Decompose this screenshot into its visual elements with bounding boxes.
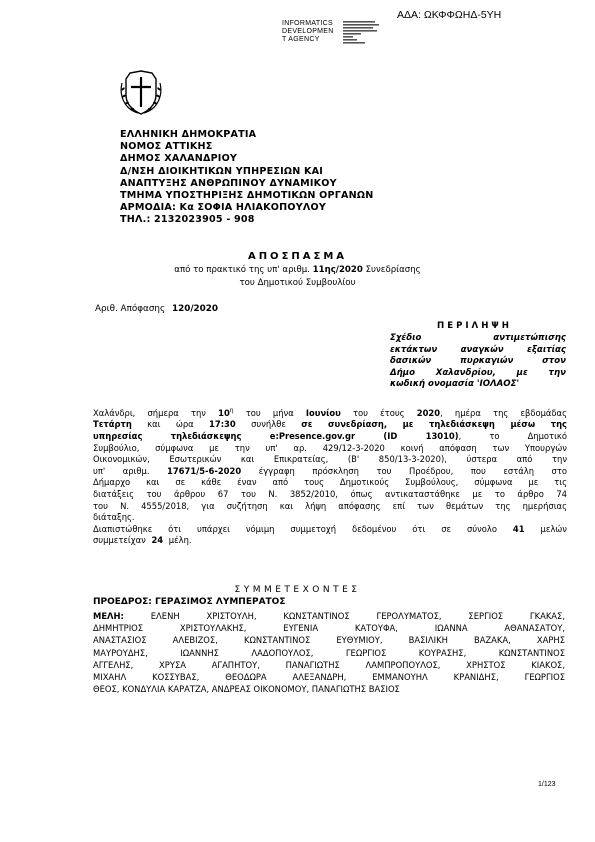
summary-line: εκτάκτων αναγκών εξαιτίας xyxy=(390,344,566,355)
members-line: ΔΗΜΗΤΡΙΟΣ ΧΡΙΣΤΟΥΛΑΚΗΣ, ΕΥΓΕΝΙΑ ΚΑΤΟΥΦΑ, ΙΩΑΝΝΑ ΑΘΑΝΑΣΑΤΟΥ, xyxy=(93,623,565,634)
header-line: ΑΡΜΟΔΙΑ: Κα ΣΟΦΙΑ ΗΛΙΑΚΟΠΟΥΛΟΥ xyxy=(120,202,327,214)
body-line xyxy=(93,524,567,536)
body-line xyxy=(93,466,567,478)
summary-text xyxy=(390,333,566,391)
authority-header xyxy=(120,129,373,227)
ida-stamp-text xyxy=(282,20,334,44)
body-line: Συμβούλιο, σύμφωνα με την υπ' αρ. 429/12-3-2020 κοινή απόφαση των Υπουργών xyxy=(93,442,567,453)
digital-signature-lines xyxy=(343,21,383,51)
body-line: του Ν. 4555/2018, για συζήτηση και λήψη απόφασης επί των θεμάτων της ημερήσιας xyxy=(93,500,567,511)
body-line xyxy=(93,535,567,547)
decision-number xyxy=(95,304,218,314)
members-line: ΘΕΟΣ, ΚΟΝΔΥΛΙΑ ΚΑΡΑΤΖΑ, ΑΝΔΡΕΑΣ ΟΙΚΟΝΟΜΟΥ, ΠΑΝΑΓΙΩΤΗΣ ΒΑΣΙΟΣ xyxy=(93,684,400,695)
body-text-segment: μελών xyxy=(540,523,567,534)
meeting-year: 2020 xyxy=(416,407,441,418)
body-line xyxy=(93,405,567,419)
body-text-segment: του μήνα xyxy=(245,407,294,418)
greek-coat-of-arms-icon xyxy=(120,69,162,115)
body-line: διατάξεις του άρθρου 67 του Ν. 3852/2010, όπως αντικαταστάθηκε με το άρθρο 74 xyxy=(93,488,567,499)
members-line xyxy=(93,610,565,622)
body-text-segment: έγγραφη πρόσκληση του Προέδρου, που εστάλη στο xyxy=(258,465,568,476)
body-text-segment: Διαπιστώθηκε ότι υπάρχει νόμιμη συμμετοχή δεδομένου ότι σε σύνολο xyxy=(93,523,497,534)
header-line: ΑΝΑΠΤΥΞΗΣ ΑΝΘΡΩΠΙΝΟΥ ΔΥΝΑΜΙΚΟΥ xyxy=(120,177,337,189)
members-list xyxy=(93,610,565,695)
members-line: ΑΝΑΣΤΑΣΙΟΣ ΑΛΕΒΙΖΟΣ, ΚΩΝΣΤΑΝΤΙΝΟΣ ΕΥΘΥΜΙΟΥ, ΒΑΣΙΛΙΚΗ ΒΑΖΑΚΑ, ΧΑΡΗΣ xyxy=(93,635,565,646)
members-line: ΜΑΥΡΟΥΔΗΣ, ΙΩΑΝΝΗΣ ΛΑΔΟΠΟΥΛΟΣ, ΓΕΩΡΓΙΟΣ ΚΟΥΡΑΣΗΣ, ΚΩΝΣΤΑΝΤΙΝΟΣ xyxy=(93,647,565,658)
subtitle-council: του Δημοτικού Συμβουλίου xyxy=(239,278,356,288)
summary-heading: ΠΕΡΙΛΗΨΗ xyxy=(437,321,512,331)
document-subtitle xyxy=(0,265,595,275)
summary-line: Σχέδιο αντιμετώπισης xyxy=(390,333,566,343)
ida-stamp-line: INFORMATICS xyxy=(282,20,334,27)
body-text-segment: συνήλθε xyxy=(251,419,286,430)
header-line: ΤΗΛ.: 2132023905 - 908 xyxy=(120,214,255,226)
header-line: ΤΜΗΜΑ ΥΠΟΣΤΗΡΙΞΗΣ ΔΗΜΟΤΙΚΩΝ ΟΡΓΑΝΩΝ xyxy=(120,190,374,202)
body-text-segment: και ώρα xyxy=(147,419,194,430)
decision-label: Αριθ. Απόφασης xyxy=(95,304,166,314)
header-line: ΔΗΜΟΣ ΧΑΛΑΝΔΡΙΟΥ xyxy=(120,153,238,165)
body-line: Δήμαρχο και σε κάθε έναν από τους Δημοτικούς Συμβούλους, σύμφωνα με τις xyxy=(93,477,567,488)
summary-line: δασικών πυρκαγιών στον xyxy=(390,356,566,367)
header-line: Δ/ΝΣΗ ΔΙΟΙΚΗΤΙΚΩΝ ΥΠΗΡΕΣΙΩΝ ΚΑΙ xyxy=(120,165,324,177)
meeting-month: Ιουνίου xyxy=(305,407,341,418)
present-members: 24 xyxy=(151,535,164,546)
header-line: ΕΛΛΗΝΙΚΗ ΔΗΜΟΚΡΑΤΙΑ xyxy=(120,129,257,140)
meeting-day: 10 xyxy=(218,407,230,418)
members-line: ΜΙΧΑΗΛ ΚΟΣΣΥΒΑΣ, ΘΕΟΔΩΡΑ ΑΛΕΞΑΝΔΡΗ, ΕΜΜΑΝΟΥΗΛ ΚΡΑΝΙΔΗΣ, ΓΕΩΡΓΙΟΣ xyxy=(93,672,565,683)
body-line xyxy=(93,419,567,431)
members-names: ΕΛΕΝΗ ΧΡΙΣΤΟΥΛΗ, ΚΩΝΣΤΑΝΤΙΝΟΣ ΓΕΡΟΛΥΜΑΤΟΣ, ΣΕΡΓΙΟΣ ΓΚΑΚΑΣ, xyxy=(150,611,565,621)
members-label: ΜΕΛΗ: xyxy=(93,611,124,621)
subtitle-post: Συνεδρίασης xyxy=(365,265,421,275)
digital-signature-block xyxy=(343,21,383,52)
ida-stamp-line: T AGENCY xyxy=(282,36,320,43)
summary-line: Δήμο Χαλανδρίου, με την xyxy=(390,367,566,378)
meeting-weekday: Τετάρτη xyxy=(93,419,132,430)
meeting-time: 17:30 xyxy=(209,419,236,430)
page-number: 1/123 xyxy=(538,781,556,788)
body-line: διάταξης. xyxy=(93,512,135,523)
ada-code: ΑΔΑ: ΩΚΦΦΩΗΔ-5ΥΗ xyxy=(397,9,502,21)
body-text-segment: του έτους xyxy=(352,407,405,418)
body-text-segment: Χαλάνδρι, σήμερα την xyxy=(93,407,206,418)
header-line: ΝΟΜΟΣ ΑΤΤΙΚΗΣ xyxy=(120,141,213,153)
participants-heading: ΣΥΜΜΕΤΕΧΟΝΤΕΣ xyxy=(234,585,361,595)
decision-value: 120/2020 xyxy=(171,304,219,314)
ida-stamp-line: DEVELOPMEN xyxy=(282,28,334,35)
body-line xyxy=(93,431,567,443)
body-paragraph xyxy=(93,405,567,547)
members-line: ΑΓΓΕΛΗΣ, ΧΡΥΣΑ ΑΓΑΠΗΤΟΥ, ΠΑΝΑΓΙΩΤΗΣ ΛΑΜΠΡΟΠΟΥΛΟΣ, ΧΡΗΣΤΟΣ ΚΙΑΚΟΣ, xyxy=(93,659,565,670)
document-title: ΑΠΟΣΠΑΣΜΑ xyxy=(247,251,348,262)
president-line: ΠΡΟΕΔΡΟΣ: ΓΕΡΑΣΙΜΟΣ ΛΥΜΠΕΡΑΤΟΣ xyxy=(93,597,286,607)
total-members: 41 xyxy=(512,523,525,534)
subtitle-pre: από το πρακτικό της υπ' αριθμ. xyxy=(174,265,310,275)
day-suffix: η xyxy=(229,407,234,414)
body-text-segment: υπ' αριθμ. xyxy=(93,465,150,476)
session-number: 11ης/2020 xyxy=(312,265,363,275)
body-line: Οικονομικών, Εσωτερικών και Επικρατείας, (Β' 850/13-3-2020), ύστερα από την xyxy=(93,454,567,465)
summary-line: κωδική ονομασία 'ΙΟΛΑΟΣ' xyxy=(390,379,520,390)
invitation-reference: 17671/5-6-2020 xyxy=(167,465,242,476)
body-text-segment: , ημέρα της εβδομάδας xyxy=(440,407,567,418)
body-text-segment: συμμετείχαν xyxy=(93,535,146,546)
body-text-bold: σε συνεδρίαση, με τηλεδιάσκεψη μέσω της xyxy=(301,419,567,430)
body-text-segment: , το Δημοτικό xyxy=(458,430,567,441)
body-text-segment: μέλη. xyxy=(168,535,192,546)
teleconference-service: υπηρεσίας τηλεδιάσκεψης e:Presence.gov.gr (ID 13010) xyxy=(93,430,459,441)
